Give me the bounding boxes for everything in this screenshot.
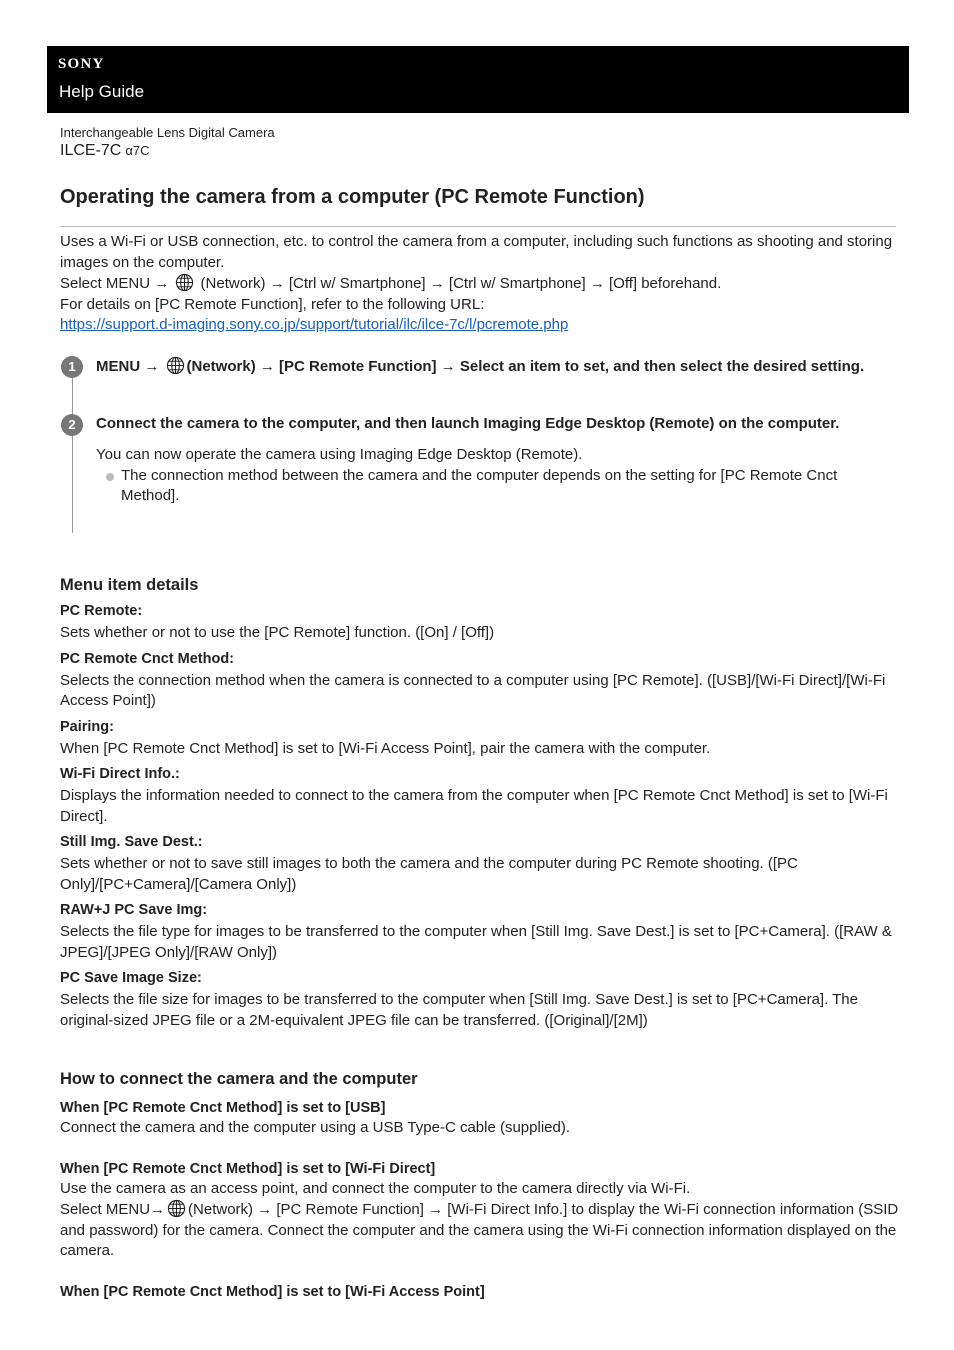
product-category: Interchangeable Lens Digital Camera [60, 125, 275, 140]
wifi-direct-description-2 [60, 1199, 900, 1262]
step-2-number: 2 [61, 414, 83, 436]
model-alpha: α7C [125, 143, 150, 158]
menu-item-desc: Selects the connection method when the camera is connected to a computer using [PC Remote]. ([USB]/[Wi-Fi Direct]/[Wi-Fi Access Point]) [60, 671, 886, 709]
step-2-body [96, 445, 896, 507]
menu-item-term: PC Remote: [60, 603, 143, 619]
menu-item [60, 901, 900, 963]
menu-item-term: Wi-Fi Direct Info.: [60, 766, 180, 782]
menu-item [60, 718, 900, 760]
menu-item-desc: Displays the information needed to connect to the camera from the computer when [PC Remote Cnct Method] is set to [Wi-Fi Direct]. [60, 787, 888, 825]
model-name [60, 142, 150, 160]
menu-item-desc: Selects the file type for images to be transferred to the computer when [Still Img. Save Dest.] is set to [PC+Camera]. ([RAW & JPEG]/[JPEG Only]/[RAW Only]) [60, 923, 892, 961]
menu-item [60, 650, 900, 712]
sony-logo: SONY [58, 56, 105, 72]
step-2-text: Connect the camera to the computer, and then launch Imaging Edge Desktop (Remote) on the computer. [96, 415, 840, 432]
globe-network-icon [167, 1199, 186, 1218]
wifi-direct-desc-2-a: Select MENU→ [60, 1201, 166, 1218]
menu-item [60, 833, 900, 895]
intro-line-3: For details on [PC Remote Function], refer to the following URL: [60, 295, 485, 313]
wifi-ap-subheading: When [PC Remote Cnct Method] is set to [Wi-Fi Access Point] [60, 1283, 485, 1300]
header-bar [47, 46, 909, 113]
pc-remote-url-link[interactable]: https://support.d-imaging.sony.co.jp/support/tutorial/ilc/ilce-7c/l/pcremote.php [60, 316, 569, 333]
connect-heading: How to connect the camera and the computer [60, 1070, 418, 1088]
menu-item-term: Pairing: [60, 718, 114, 735]
step-1-text-a: MENU → [96, 358, 160, 375]
wifi-direct-subheading: When [PC Remote Cnct Method] is set to [Wi-Fi Direct] [60, 1160, 436, 1177]
page-title: Operating the camera from a computer (PC Remote Function) [60, 186, 645, 208]
menu-item-term: RAW+J PC Save Img: [60, 902, 208, 918]
step-connector-line [72, 378, 73, 533]
menu-item-term: PC Save Image Size: [60, 970, 202, 986]
intro-section [60, 232, 900, 336]
menu-item-desc: Sets whether or not to save still images to both the camera and the computer during PC Remote shooting. ([PC Only]/[PC+Camera]/[Camera Only]) [60, 855, 798, 893]
menu-item [60, 765, 900, 827]
menu-item-desc: Sets whether or not to use the [PC Remote] function. ([On] / [Off]) [60, 624, 495, 641]
wifi-direct-desc-2-b: (Network) → [PC Remote Function] → [Wi-Fi Direct Info.] to display the Wi-Fi connection information (SSID and password) for the camera. Connect the computer and the camera using the Wi-Fi connection information displayed on the camera. [60, 1201, 899, 1259]
help-guide-label: Help Guide [59, 82, 145, 101]
menu-details-heading: Menu item details [60, 576, 199, 594]
menu-item-desc: Selects the file size for images to be transferred to the computer when [Still Img. Save Dest.] is set to [PC+Camera]. The original-sized JPEG file or a 2M-equivalent JPEG file can be transferred. ([Original]/[2M]) [60, 991, 858, 1029]
step-2-description: You can now operate the camera using Imaging Edge Desktop (Remote). [96, 446, 583, 463]
model-code: ILCE-7C [60, 142, 122, 159]
title-divider [60, 226, 896, 227]
menu-item [60, 602, 900, 644]
step-2-bullet: The connection method between the camera and the computer depends on the setting for [PC Remote Cnct Method]. [96, 466, 896, 507]
globe-network-icon [175, 273, 194, 292]
menu-item [60, 969, 900, 1031]
menu-item-term: Still Img. Save Dest.: [60, 834, 203, 850]
globe-network-icon [166, 356, 185, 375]
connect-section [60, 1068, 900, 1302]
step-1-text [96, 356, 864, 377]
usb-description: Connect the camera and the computer using a USB Type-C cable (supplied). [60, 1119, 570, 1136]
intro-line-2-a: Select MENU → [60, 275, 170, 292]
intro-line-2 [60, 273, 900, 295]
intro-line-2-b: (Network) → [Ctrl w/ Smartphone] → [Ctrl w/ Smartphone] → [Off] beforehand. [200, 275, 722, 292]
menu-item-desc: When [PC Remote Cnct Method] is set to [Wi-Fi Access Point], pair the camera with the computer. [60, 739, 711, 757]
intro-line-1: Uses a Wi-Fi or USB connection, etc. to control the camera from a computer, including such functions as shooting and storing images on the computer. [60, 233, 893, 271]
step-1-number: 1 [61, 356, 83, 378]
wifi-direct-description-1: Use the camera as an access point, and connect the computer to the camera directly via Wi-Fi. [60, 1179, 691, 1197]
menu-item-details-section [60, 574, 900, 1031]
menu-item-term: PC Remote Cnct Method: [60, 650, 234, 667]
usb-subheading: When [PC Remote Cnct Method] is set to [USB] [60, 1100, 386, 1116]
step-1-text-b: (Network) → [PC Remote Function] → Select an item to set, and then select the desired setting. [186, 358, 865, 375]
